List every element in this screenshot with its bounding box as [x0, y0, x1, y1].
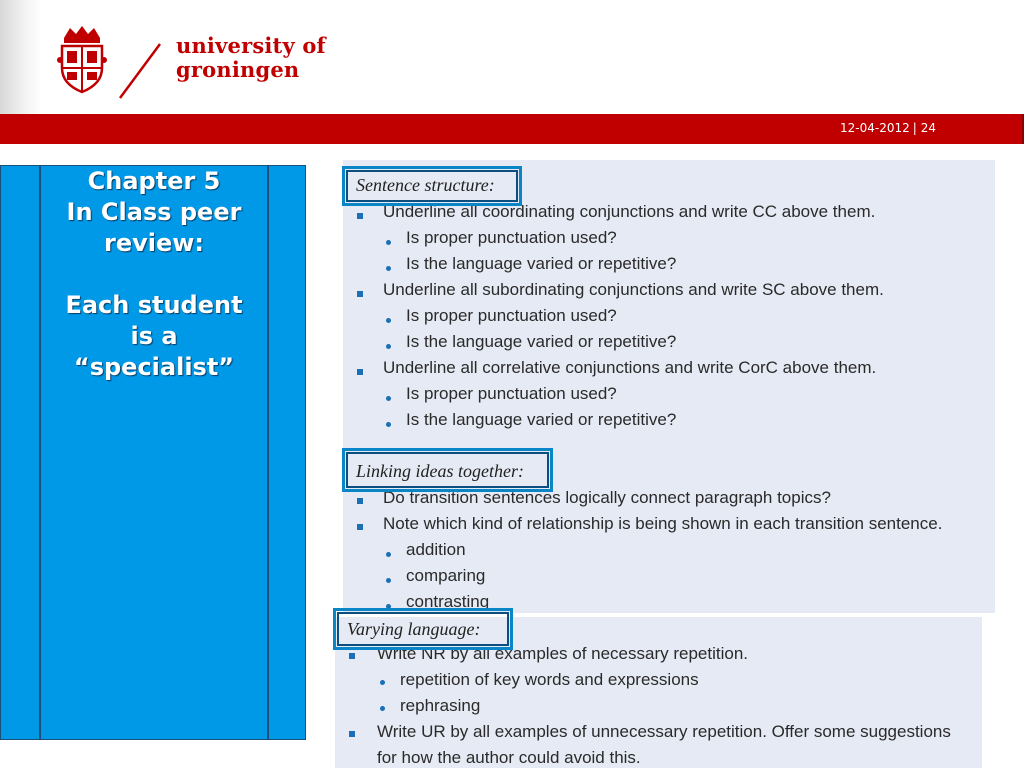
- checklist-subitem: Is proper punctuation used?: [406, 228, 617, 247]
- bullet-dot: [386, 318, 391, 323]
- checklist-item: Underline all coordinating conjunctions and write CC above them.: [383, 202, 876, 221]
- checklist-item: Write NR by all examples of necessary repetition.: [377, 644, 749, 663]
- bullet-dot: [386, 396, 391, 401]
- panel-line-4: Each student: [65, 291, 243, 319]
- slide-number: 24: [920, 121, 937, 135]
- checklist-subitem: Is the language varied or repetitive?: [406, 254, 677, 273]
- panel-line-3: review:: [103, 229, 205, 257]
- checklist-item: Underline all correlative conjunctions and write CorC above them.: [383, 358, 877, 377]
- panel-line-1: Chapter 5: [87, 167, 221, 195]
- bullet-dot: [380, 706, 385, 711]
- heading-sentence-structure: [342, 166, 522, 206]
- university-wordmark: [176, 34, 326, 82]
- checklist-subitem: Is the language varied or repetitive?: [406, 332, 677, 351]
- chapter-panel-text: [40, 166, 268, 383]
- bullet-square: [357, 213, 363, 219]
- bullet-dot: [386, 266, 391, 271]
- bullet-dot: [386, 422, 391, 427]
- checklist-item: Write UR by all examples of unnecessary repetition. Offer some suggestions: [377, 722, 951, 741]
- checklist-subitem: repetition of key words and expressions: [400, 670, 699, 689]
- checklist-item: Do transition sentences logically connect paragraph topics?: [383, 488, 831, 507]
- panel-line-2: In Class peer: [66, 198, 242, 226]
- checklist-item: Underline all subordinating conjunctions and write SC above them.: [383, 280, 884, 299]
- panel-line-5: is a: [130, 322, 178, 350]
- checklist-subitem: Is proper punctuation used?: [406, 384, 617, 403]
- bullet-dot: [386, 344, 391, 349]
- header-shadow-strip: [0, 0, 42, 116]
- meta-separator: |: [912, 121, 917, 135]
- bullet-square: [357, 369, 363, 375]
- slide-meta: [840, 121, 936, 135]
- checklist-item-continuation: for how the author could avoid this.: [377, 748, 641, 767]
- heading-text: Linking ideas together:: [356, 461, 524, 481]
- bullet-square: [357, 524, 363, 530]
- checklist-subitem: Is proper punctuation used?: [406, 306, 617, 325]
- heading-linking-ideas: [342, 448, 553, 492]
- checklist-subitem: comparing: [406, 566, 486, 585]
- checklist-subitem: addition: [406, 540, 466, 559]
- checklist-subitem: contrasting: [406, 592, 490, 611]
- university-crest-logo: [56, 24, 108, 94]
- heading-text: Varying language:: [347, 619, 481, 639]
- bullet-square: [357, 291, 363, 297]
- logo-slash-divider: [116, 42, 164, 100]
- bullet-dot: [386, 240, 391, 245]
- panel-line-6: “specialist”: [73, 353, 235, 381]
- bullet-square: [357, 498, 363, 504]
- bullet-dot: [380, 680, 385, 685]
- bullet-dot: [386, 552, 391, 557]
- bullet-dot: [386, 578, 391, 583]
- bullet-square: [349, 731, 355, 737]
- checklist-item: Note which kind of relationship is being shown in each transition sentence.: [383, 514, 943, 533]
- checklist-subitem: rephrasing: [400, 696, 481, 715]
- slide-date: 12-04-2012: [840, 121, 910, 135]
- checklist-box-upper: [343, 160, 995, 613]
- wordmark-line2: groningen: [176, 57, 300, 82]
- heading-text: Sentence structure:: [356, 175, 495, 195]
- checklist-subitem: Is the language varied or repetitive?: [406, 410, 677, 429]
- bullet-square: [349, 653, 355, 659]
- wordmark-line1: university of: [176, 33, 326, 58]
- heading-varying-language: [333, 608, 513, 650]
